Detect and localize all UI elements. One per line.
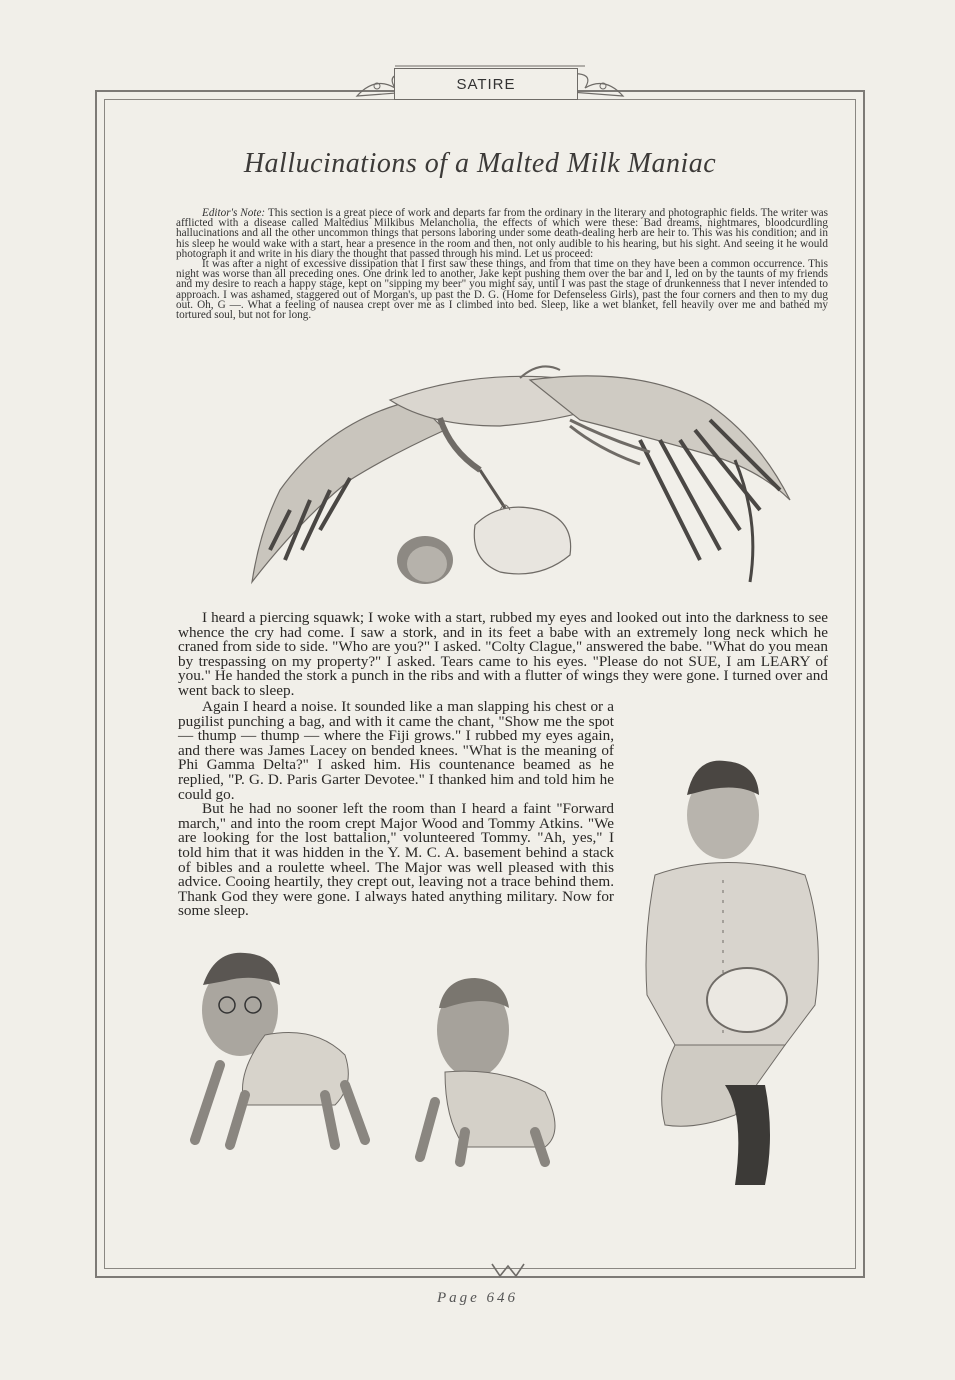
editor-note-para-1 [176, 208, 828, 259]
section-header: SATIRE [394, 68, 578, 100]
publisher-mark-logo [490, 1262, 526, 1278]
story-paragraph-3: But he had no sooner left the room than I heard a faint "Forward march," and into the room crept Major Wood and Tommy Atkins. "We are looking for the lost battalion," volunteered Tommy. "Ah, yes," I told him that it was hidden in the Y. M. C. A. basement behind a stack of bibles and a roulette wheel. The Major was well pleased with this advice. Cooing heartily, they crept out, leaving not a trace behind them. Thank God they were gone. I always hated anything military. Now for some sleep. [178, 800, 614, 920]
crawling-baby-photo-center [405, 972, 575, 1167]
story-intro [178, 611, 828, 699]
article-title: Hallucinations of a Malted Milk Maniac [243, 148, 717, 179]
editor-note-label: Editor's Note: [202, 207, 266, 219]
editor-note-text-1: This section is a great piece of work and departs far from the ordinary in the literary and photographic fields. The writer was afflicted with a disease called Maltedius Milkibus Melancholia, the effects of which were these: Bad dreams, nightmares, bloodcurdling hallucinations and all the other uncommon things that persons laboring under some death-dealing herb are heir to. This was his condition; and in his sleep he would wake with a start, hear a presence in the room and then, not only audible to his hearing, but his sight. And seeing it he would photograph it and write in his diary the thought that passed through his mind. Let us proceed: [176, 207, 828, 260]
editor-note-para-2: It was after a night of excessive dissipation that I first saw these things, and from that time on they have been a common occurrence. This night was worse than all preceding ones. One drink led to another, Jake kept pushing them over the bar and I, led on by the taunts of my friends and my desire to reach a happy stage, kept on "sipping my beer" you might say, until I was past the stage of drunkenness that I never intended to approach. I was ashamed, staggered out of Morgan's, up past the D. G. (Home for Defenseless Girls), past the four corners and then to my dug out. Oh, G —. What a feeling of nausea crept over me as I climbed into bed. Sleep, like a wet blanket, fell heavily over me and bathed my tortured soul, but not for long. [176, 258, 828, 322]
stork-photo-collage [240, 360, 820, 590]
crawling-baby-photo-left [185, 945, 375, 1150]
story-column [178, 700, 614, 919]
editor-note [176, 208, 828, 320]
kneeling-man-photo [635, 755, 830, 1195]
story-paragraph-2: Again I heard a noise. It sounded like a man slapping his chest or a pugilist punching a bag, and with it came the chant, "Show me the spot — thump — thump — where the Fiji grows." I rubbed my eyes again, and there was James Lacey on bended knees. "What is the meaning of Phi Gamma Delta?" I asked him. His countenance beamed as he replied, "P. G. D. Paris Garter Devotee." I thanked him and told him he could go. [178, 698, 614, 803]
page-number: Page 646 [436, 1290, 519, 1306]
story-paragraph-1: I heard a piercing squawk; I woke with a start, rubbed my eyes and looked out into the darkness to see whence the cry had come. I saw a stork, and in its feet a babe with an extremely long neck which he craned from side to side. "Who are you?" I asked. "Colty Clague," answered the babe. "What do you mean by trespassing on my property?" I asked. Tears came to his eyes. "Please do not SUE, I am LEARY of you." He handed the stork a punch in the ribs and with a flutter of wings they were gone. I turned over and went back to sleep. [178, 609, 828, 699]
